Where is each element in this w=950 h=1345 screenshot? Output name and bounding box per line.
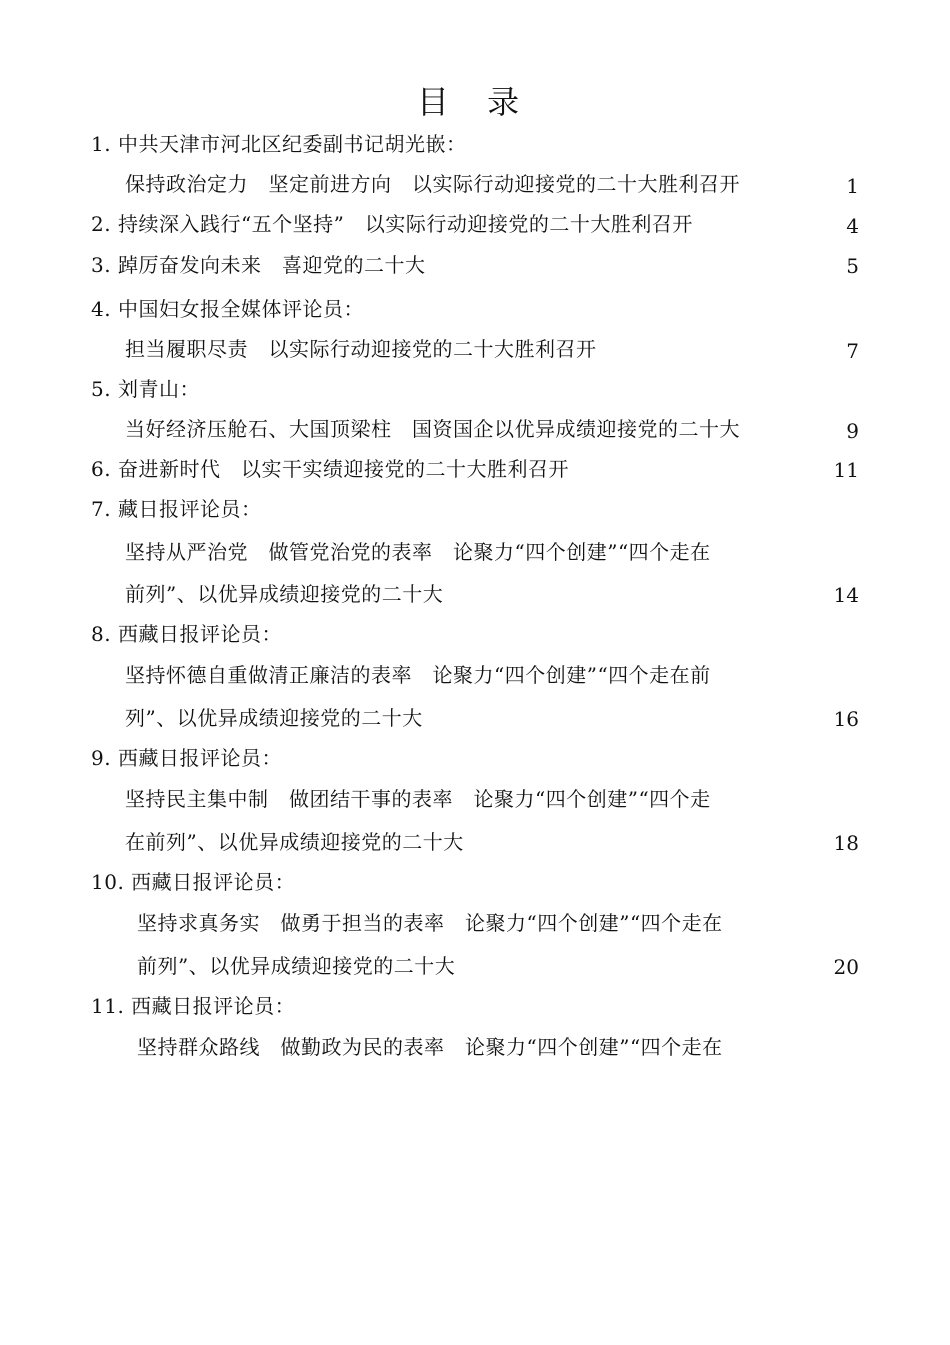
toc-entry-head: 中共天津市河北区纪委副书记胡光嵌： (117, 132, 467, 156)
toc-entry-11-heading (91, 993, 295, 1019)
toc-entry-head: 中国妇女报全媒体评论员： (117, 297, 364, 321)
toc-entry-head: 踔厉奋发向未来 喜迎党的二十大 (117, 253, 426, 277)
toc-entry-8-title-line-1[interactable]: 坚持怀德自重做清正廉洁的表率 论聚力“四个创建”“四个走在前 (125, 663, 711, 687)
toc-entry-9-page: 18 (833, 831, 859, 855)
toc-entry-1-heading (91, 131, 466, 157)
toc-entry-head: 西藏日报评论员： (131, 994, 296, 1018)
toc-entry-head: 奋进新时代 以实干实绩迎接党的二十大胜利召开 (117, 457, 569, 481)
toc-title: 目 录 (416, 83, 534, 121)
toc-entry-5-title[interactable]: 当好经济压舱石、大国顶梁柱 国资国企以优异成绩迎接党的二十大 (125, 417, 740, 441)
toc-entry-head: 西藏日报评论员： (131, 870, 296, 894)
toc-entry-head: 西藏日报评论员： (117, 746, 282, 770)
toc-entry-10-title-line-1[interactable]: 坚持求真务实 做勇于担当的表率 论聚力“四个创建”“四个走在 (137, 911, 723, 935)
toc-entry-7-heading (91, 496, 261, 522)
toc-entry-number: 3. (91, 253, 112, 277)
toc-entry-number: 11. (91, 994, 125, 1018)
toc-entry-number: 1. (91, 132, 112, 156)
toc-entry-7-title-line-1[interactable]: 坚持从严治党 做管党治党的表率 论聚力“四个创建”“四个走在 (125, 540, 711, 564)
toc-entry-4-title[interactable]: 担当履职尽责 以实际行动迎接党的二十大胜利召开 (125, 337, 597, 361)
toc-entry-9-title-line-1[interactable]: 坚持民主集中制 做团结干事的表率 论聚力“四个创建”“四个走 (125, 787, 711, 811)
toc-entry-5-page: 9 (846, 419, 859, 443)
toc-entry-8-page: 16 (833, 707, 859, 731)
toc-entry-4-heading (91, 296, 364, 322)
toc-entry-3-heading[interactable] (91, 252, 425, 278)
toc-entry-9-title-line-2[interactable]: 在前列”、以优异成绩迎接党的二十大 (125, 830, 464, 854)
toc-entry-number: 6. (91, 457, 112, 481)
toc-entry-number: 2. (91, 212, 112, 236)
toc-entry-8-heading (91, 621, 282, 647)
toc-entry-2-page: 4 (846, 214, 859, 238)
toc-entry-10-page: 20 (833, 955, 859, 979)
toc-entry-4-page: 7 (846, 339, 859, 363)
toc-entry-number: 10. (91, 870, 125, 894)
toc-entry-7-title-line-2[interactable]: 前列”、以优异成绩迎接党的二十大 (125, 582, 444, 606)
toc-entry-number: 5. (91, 377, 112, 401)
toc-entry-3-page: 5 (846, 254, 859, 278)
toc-entry-5-heading (91, 376, 200, 402)
toc-entry-1-title[interactable]: 保持政治定力 坚定前进方向 以实际行动迎接党的二十大胜利召开 (125, 172, 740, 196)
toc-entry-head: 藏日报评论员： (117, 497, 262, 521)
toc-entry-7-page: 14 (833, 583, 859, 607)
toc-entry-1-page: 1 (846, 174, 859, 198)
toc-entry-9-heading (91, 745, 282, 771)
toc-entry-number: 8. (91, 622, 112, 646)
toc-entry-10-title-line-2[interactable]: 前列”、以优异成绩迎接党的二十大 (137, 954, 456, 978)
toc-entry-10-heading (91, 869, 295, 895)
toc-entry-number: 4. (91, 297, 112, 321)
toc-entry-head: 刘青山： (117, 377, 200, 401)
toc-entry-number: 9. (91, 746, 112, 770)
toc-entry-head: 持续深入践行“五个坚持” 以实际行动迎接党的二十大胜利召开 (117, 212, 693, 236)
toc-entry-6-page: 11 (833, 458, 859, 482)
toc-entry-head: 西藏日报评论员： (117, 622, 282, 646)
toc-entry-6-heading[interactable] (91, 456, 569, 482)
toc-entry-2-heading[interactable] (91, 211, 693, 237)
toc-entry-11-title-line-1[interactable]: 坚持群众路线 做勤政为民的表率 论聚力“四个创建”“四个走在 (137, 1035, 723, 1059)
toc-entry-number: 7. (91, 497, 112, 521)
toc-entry-8-title-line-2[interactable]: 列”、以优异成绩迎接党的二十大 (125, 706, 423, 730)
